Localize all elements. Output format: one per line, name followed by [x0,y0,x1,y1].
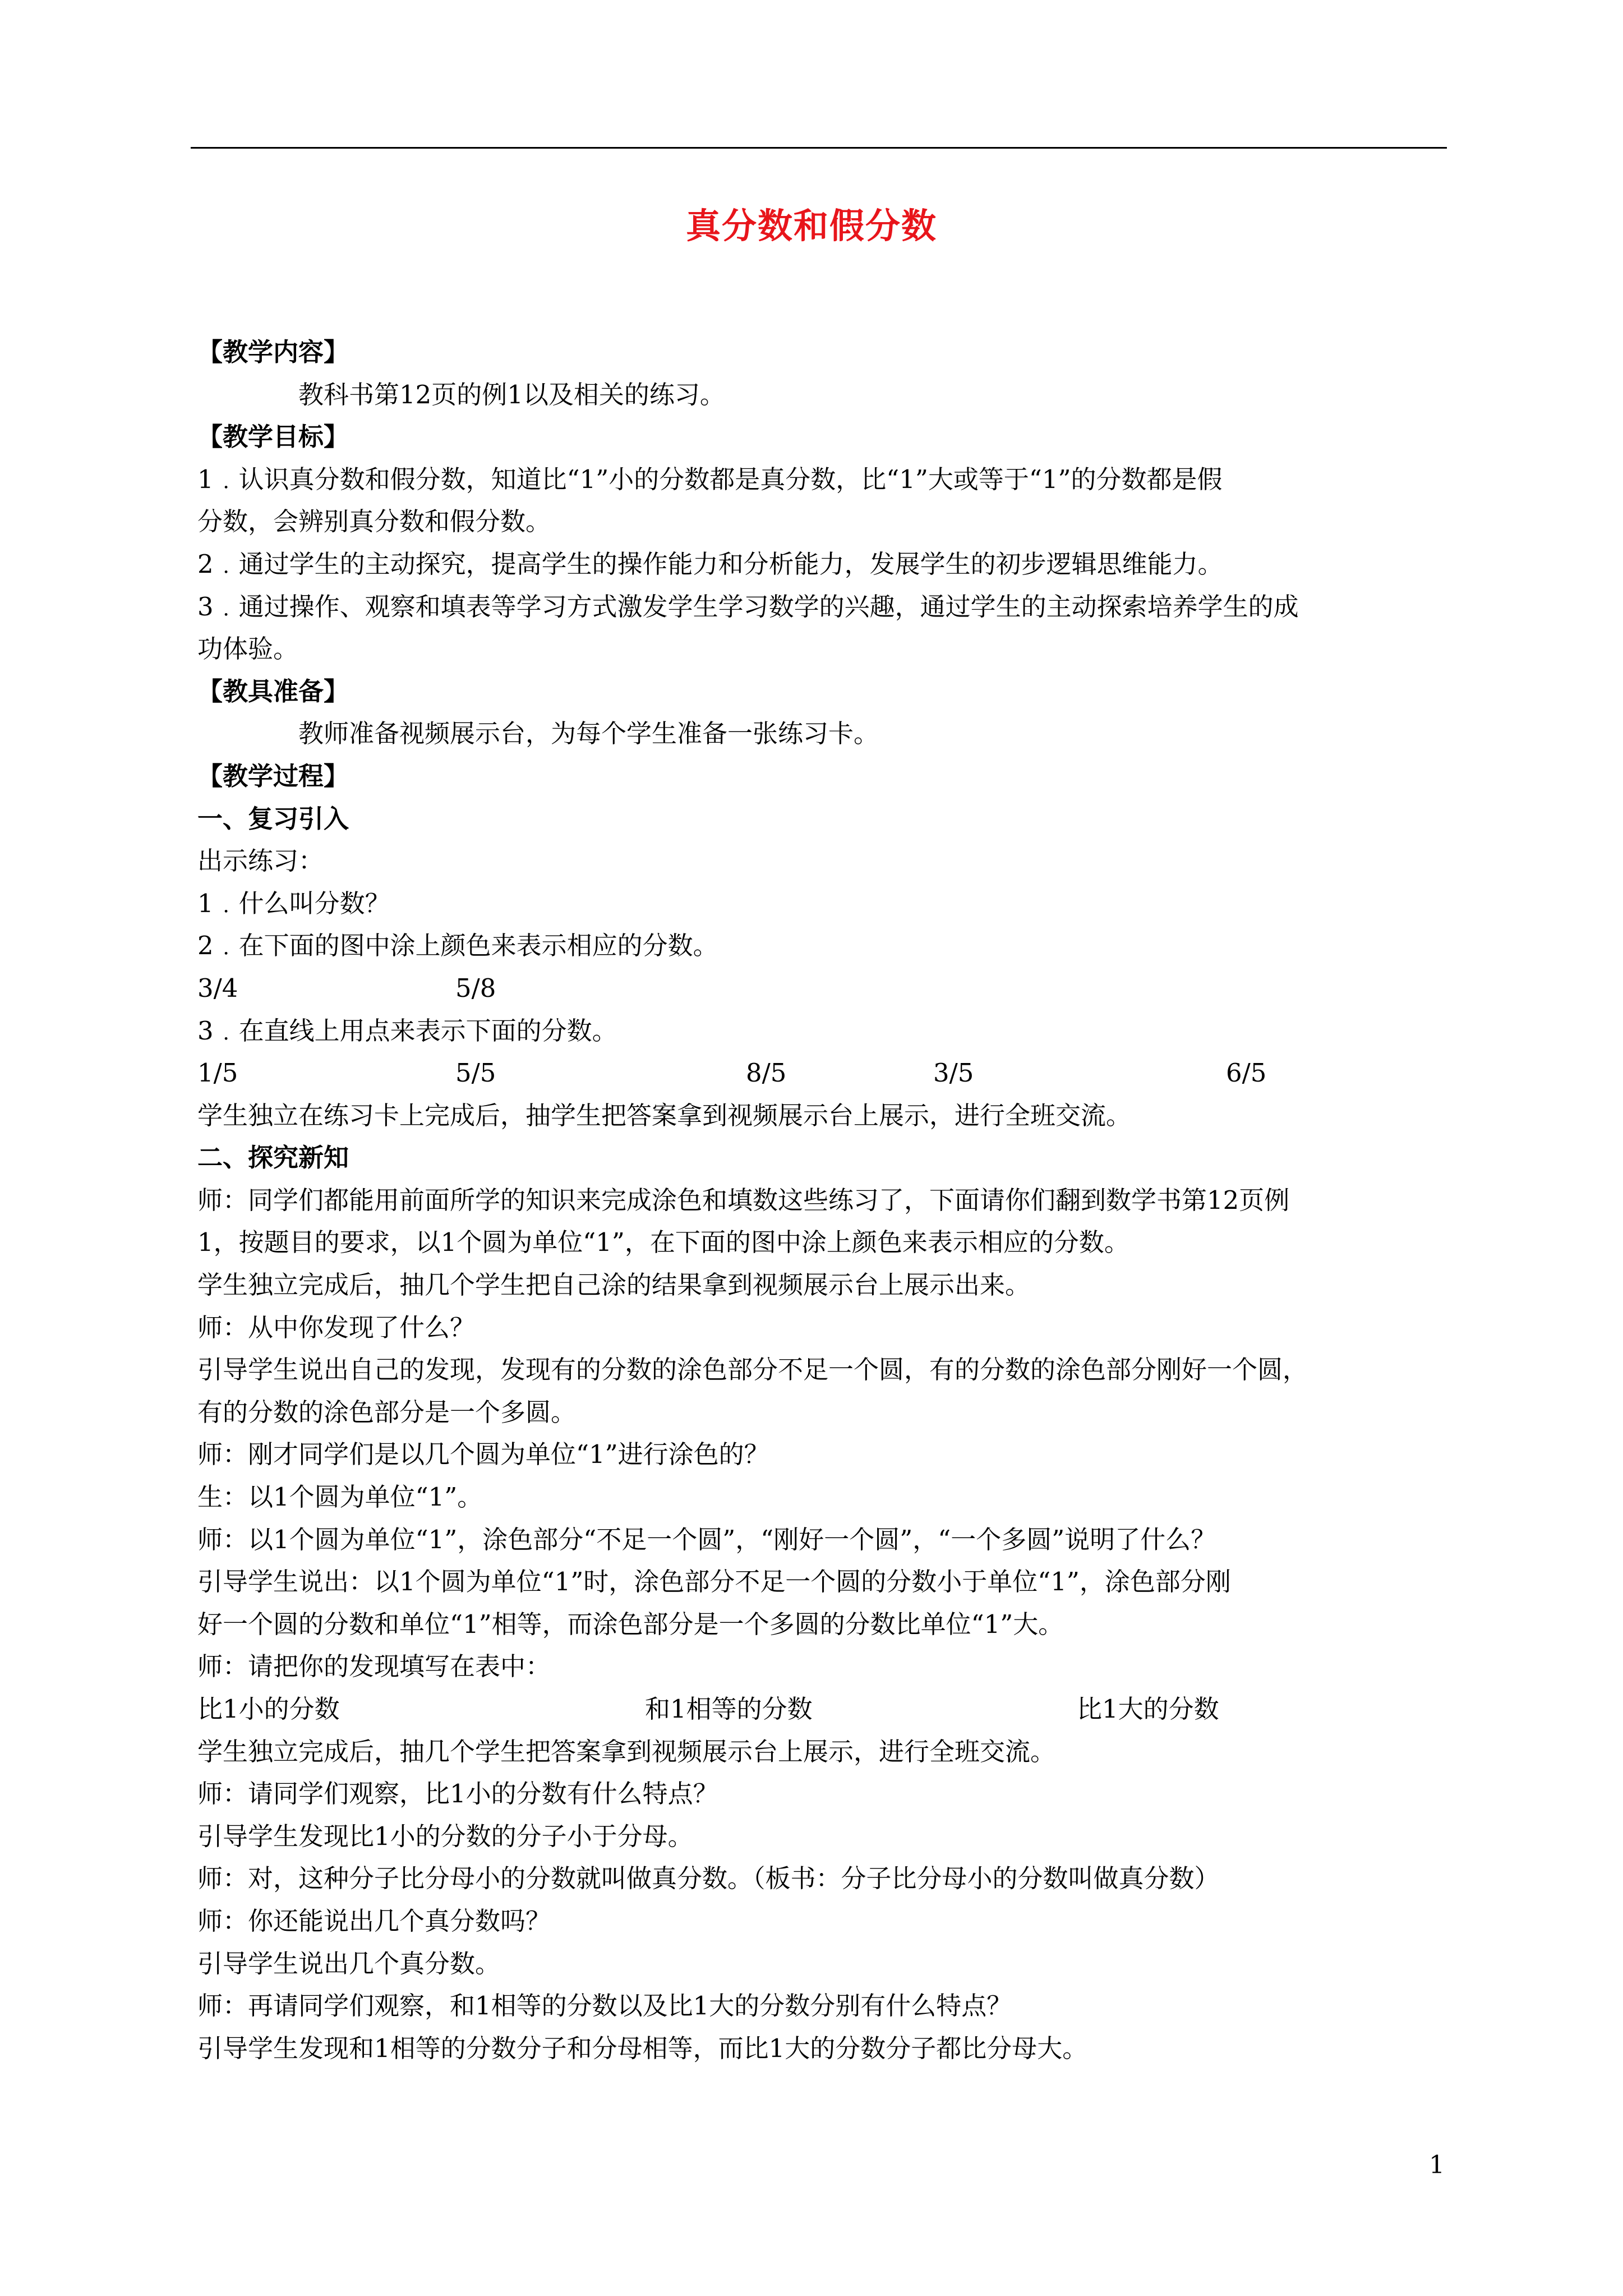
goal-2: 2﹒通过学生的主动探究，提高学生的操作能力和分析能力，发展学生的初步逻辑思维能力。 [197,549,1223,579]
fractions-row-2 [197,1052,1454,1094]
fraction-item: 3/4 [197,973,238,1003]
teacher-line-7: 师：对，这种分子比分母小的分数就叫做真分数。（板书：分子比分母小的分数叫做真分数） [197,1864,1220,1894]
table-header-row [197,1688,1454,1731]
page-title: 真分数和假分数 [685,205,937,246]
question-3: 3﹒在直线上用点来表示下面的分数。 [197,1015,617,1046]
guide-line-5b: 好一个圆的分数和单位“1”相等，而涂色部分是一个多圆的分数比单位“1”大。 [197,1609,1064,1639]
fraction-item: 5/5 [455,1058,496,1088]
header-rule [191,147,1447,149]
fraction-item: 6/5 [1226,1058,1267,1088]
heading-teaching-process: 【教学过程】 [197,761,349,791]
teacher-line-8: 师：你还能说出几个真分数吗？ [197,1906,551,1936]
goal-1-line-2: 分数，会辨别真分数和假分数。 [197,507,551,537]
fractions-row-1 [197,967,1454,1010]
goal-3-line-2: 功体验。 [197,634,299,664]
fraction-item: 1/5 [197,1058,238,1088]
fraction-item: 8/5 [746,1058,787,1088]
exercise-intro: 出示练习： [197,846,324,876]
fraction-item: 3/5 [933,1058,974,1088]
guide-line-4a: 引导学生说出自己的发现，发现有的分数的涂色部分不足一个圆，有的分数的涂色部分刚好一个圆， [197,1355,1308,1385]
heading-teaching-tools: 【教具准备】 [197,676,349,706]
teaching-tools-text: 教师准备视频展示台，为每个学生准备一张练习卡。 [298,719,879,749]
table-header-less-than-one: 比1小的分数 [197,1694,340,1724]
table-header-greater-than-one: 比1大的分数 [1077,1694,1219,1724]
fraction-item: 5/8 [455,973,496,1003]
teacher-line-2: 师：从中你发现了什么？ [197,1312,476,1342]
guide-line-5a: 引导学生说出：以1个圆为单位“1”时，涂色部分不足一个圆的分数小于单位“1”，涂色部分刚 [197,1567,1231,1597]
student-answer: 生：以1个圆为单位“1”。 [197,1482,483,1512]
teacher-line-5: 师：请把你的发现填写在表中： [197,1651,551,1682]
exercise-exchange: 学生独立在练习卡上完成后，抽学生把答案拿到视频展示台上展示，进行全班交流。 [197,1100,1132,1130]
section-explore: 二、探究新知 [197,1143,349,1173]
document-body [197,331,1454,2069]
guide-line-8: 引导学生说出几个真分数。 [197,1948,501,1978]
heading-teaching-goals: 【教学目标】 [197,422,349,452]
heading-teaching-content: 【教学内容】 [197,337,349,367]
guide-line-9: 引导学生发现和1相等的分数分子和分母相等，而比1大的分数分子都比分母大。 [197,2033,1088,2063]
guide-line-7: 引导学生发现比1小的分数的分子小于分母。 [197,1821,693,1851]
section-review: 一、复习引入 [197,803,349,834]
teacher-line-4: 师：以1个圆为单位“1”，涂色部分“不足一个圆”，“刚好一个圆”，“一个多圆”说明了什么？ [197,1524,1216,1554]
teacher-line-1a: 师：同学们都能用前面所学的知识来完成涂色和填数这些练习了，下面请你们翻到数学书第12页例 [197,1185,1290,1215]
goal-1-line-1: 1﹒认识真分数和假分数，知道比“1”小的分数都是真分数，比“1”大或等于“1”的分数都是假 [197,464,1223,494]
teacher-line-6: 师：请同学们观察，比1小的分数有什么特点？ [197,1779,718,1809]
teaching-content-text: 教科书第12页的例1以及相关的练习。 [298,379,725,409]
student-exchange: 学生独立完成后，抽几个学生把答案拿到视频展示台上展示，进行全班交流。 [197,1736,1056,1766]
student-display: 学生独立完成后，抽几个学生把自己涂的结果拿到视频展示台上展示出来。 [197,1270,1031,1300]
teacher-line-1b: 1，按题目的要求，以1个圆为单位“1”，在下面的图中涂上颜色来表示相应的分数。 [197,1227,1129,1258]
question-2: 2﹒在下面的图中涂上颜色来表示相应的分数。 [197,931,718,961]
teacher-line-3: 师：刚才同学们是以几个圆为单位“1”进行涂色的？ [197,1439,769,1470]
goal-3-line-1: 3﹒通过操作、观察和填表等学习方式激发学生学习数学的兴趣，通过学生的主动探索培养学生的成 [197,591,1299,622]
page-number: 1 [1429,2151,1445,2179]
guide-line-4b: 有的分数的涂色部分是一个多圆。 [197,1397,577,1427]
question-1: 1﹒什么叫分数？ [197,888,390,918]
teacher-line-9: 师：再请同学们观察，和1相等的分数以及比1大的分数分别有什么特点？ [197,1991,1012,2021]
table-header-equal-one: 和1相等的分数 [645,1694,813,1724]
